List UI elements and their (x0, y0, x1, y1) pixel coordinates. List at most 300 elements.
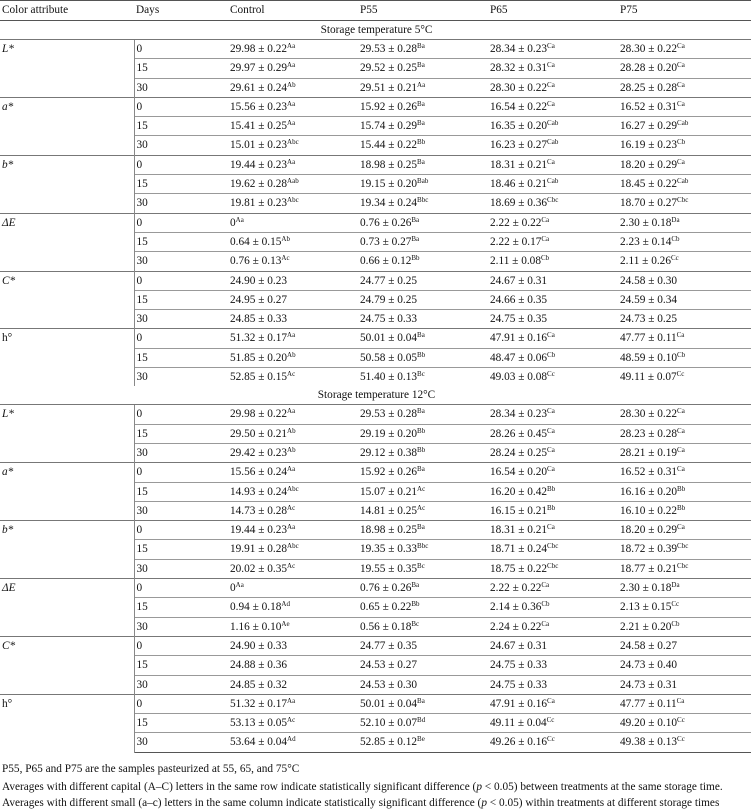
value-cell (228, 501, 358, 520)
days-cell: 0 (134, 40, 228, 59)
mean-sd-value: 24.75 ± 0.33 (360, 313, 418, 326)
value-cell (358, 252, 488, 271)
value-cell (618, 310, 751, 329)
value-cell (488, 598, 618, 617)
value-cell (488, 579, 618, 598)
color-attribute-cell: L* (0, 40, 134, 98)
significance-letters: Abc (287, 138, 299, 147)
mean-sd-value: 2.14 ± 0.36 (490, 601, 542, 614)
value-cell (358, 175, 488, 194)
significance-letters: Aa (287, 119, 296, 128)
value-cell (228, 521, 358, 540)
value-cell (358, 117, 488, 136)
color-attribute-cell: a* (0, 463, 134, 521)
value-cell (618, 443, 751, 462)
mean-sd-value: 24.75 ± 0.33 (490, 659, 548, 672)
significance-letters: Ab (287, 445, 296, 454)
header-days: Days (134, 1, 228, 21)
value-cell (618, 714, 751, 733)
mean-sd-value: 28.26 ± 0.45 (490, 427, 548, 440)
header-p55: P55 (358, 1, 488, 21)
footnote-statistics: Averages with different capital (A–C) letters in the same row indicate statistically significant difference (p < 0.05) between treatments at the same storage time. Averages with different small (a–c) letters in the same column indicate statistically significant difference (p < 0.05) within treatments at different storage times (2, 780, 723, 809)
mean-sd-value: 24.67 ± 0.31 (490, 639, 548, 652)
value-cell (488, 252, 618, 271)
value-cell (228, 40, 358, 59)
significance-letters: Cc (671, 600, 680, 609)
significance-letters: Ca (547, 445, 555, 454)
value-cell (618, 348, 751, 367)
color-attribute-cell: h° (0, 694, 134, 752)
mean-sd-value: 49.26 ± 0.16 (490, 736, 548, 749)
value-cell (358, 714, 488, 733)
significance-letters: Bd (417, 716, 426, 725)
mean-sd-value: 0.66 ± 0.12 (360, 255, 412, 268)
value-cell (358, 368, 488, 387)
value-cell (618, 271, 751, 290)
mean-sd-value: 0.73 ± 0.27 (360, 235, 412, 248)
table-row (0, 521, 751, 540)
value-cell (228, 559, 358, 578)
value-cell (488, 136, 618, 155)
value-cell (358, 482, 488, 501)
header-p65: P65 (488, 1, 618, 21)
days-cell: 30 (134, 733, 228, 752)
significance-letters: Ba (417, 157, 425, 166)
value-cell (488, 368, 618, 387)
value-cell (228, 252, 358, 271)
value-cell (488, 694, 618, 713)
mean-sd-value: 15.56 ± 0.23 (230, 100, 288, 113)
value-cell (228, 348, 358, 367)
significance-letters: Ca (677, 42, 685, 50)
mean-sd-value: 18.98 ± 0.25 (360, 158, 418, 171)
value-cell (228, 175, 358, 194)
significance-letters: Aa (235, 215, 244, 224)
value-cell (488, 733, 618, 752)
significance-letters: Ca (677, 80, 685, 89)
significance-letters: Cc (546, 716, 555, 725)
mean-sd-value: 16.54 ± 0.20 (490, 466, 548, 479)
days-cell: 15 (134, 482, 228, 501)
significance-letters: Ba (417, 42, 425, 50)
mean-sd-value: 19.35 ± 0.33 (360, 543, 418, 556)
days-cell: 15 (134, 540, 228, 559)
mean-sd-value: 15.92 ± 0.26 (360, 100, 418, 113)
significance-letters: Bb (417, 445, 426, 454)
significance-letters: Cc (547, 370, 555, 379)
significance-letters: Cab (547, 177, 559, 186)
mean-sd-value: 29.42 ± 0.23 (230, 446, 288, 459)
value-cell (488, 329, 618, 348)
mean-sd-value: 18.31 ± 0.21 (490, 524, 548, 537)
table-row (0, 213, 751, 232)
mean-sd-value: 24.77 ± 0.25 (360, 274, 418, 287)
significance-letters: Cbc (677, 196, 689, 205)
mean-sd-value: 18.46 ± 0.21 (490, 178, 548, 191)
section-title: Storage temperature 12°C (0, 386, 751, 405)
mean-sd-value: 19.44 ± 0.23 (230, 524, 288, 537)
value-cell (228, 617, 358, 636)
mean-sd-value: 48.59 ± 0.10 (620, 351, 678, 364)
value-cell (358, 232, 488, 251)
mean-sd-value: 2.22 ± 0.22 (490, 216, 542, 229)
significance-letters: Abc (287, 196, 299, 205)
color-attribute-cell: a* (0, 97, 134, 155)
value-cell (228, 443, 358, 462)
significance-letters: Ac (287, 503, 296, 512)
significance-letters: Ab (281, 234, 290, 243)
mean-sd-value: 52.10 ± 0.07 (360, 717, 418, 730)
header-p75: P75 (618, 1, 751, 21)
significance-letters: Ca (677, 407, 685, 416)
value-cell (228, 97, 358, 116)
mean-sd-value: 16.10 ± 0.22 (620, 504, 678, 517)
value-cell (358, 424, 488, 443)
value-cell (358, 636, 488, 655)
value-cell (488, 617, 618, 636)
significance-letters: Ba (417, 465, 425, 474)
mean-sd-value: 15.56 ± 0.24 (230, 466, 288, 479)
significance-letters: Bc (417, 370, 425, 379)
mean-sd-value: 29.12 ± 0.38 (360, 446, 418, 459)
significance-letters: Aa (287, 331, 296, 340)
days-cell: 30 (134, 617, 228, 636)
mean-sd-value: 24.53 ± 0.30 (360, 678, 418, 691)
mean-sd-value: 29.61 ± 0.24 (230, 81, 288, 94)
mean-sd-value: 50.01 ± 0.04 (360, 697, 418, 710)
significance-letters: Ac (417, 484, 426, 493)
significance-letters: Ca (676, 696, 685, 705)
significance-letters: Bab (417, 177, 429, 186)
significance-letters: Be (417, 735, 425, 744)
days-cell: 15 (134, 59, 228, 78)
color-attribute-cell: b* (0, 521, 134, 579)
mean-sd-value: 2.30 ± 0.18 (620, 216, 672, 229)
days-cell: 0 (134, 636, 228, 655)
days-cell: 15 (134, 117, 228, 136)
color-attribute-cell: L* (0, 405, 134, 463)
mean-sd-value: 29.53 ± 0.28 (360, 408, 418, 421)
mean-sd-value: 29.19 ± 0.20 (360, 427, 418, 440)
mean-sd-value: 19.15 ± 0.20 (360, 178, 418, 191)
significance-letters: Ca (677, 445, 685, 454)
significance-letters: Ab (287, 350, 296, 359)
value-cell (488, 59, 618, 78)
table-row (0, 271, 751, 290)
value-cell (228, 271, 358, 290)
mean-sd-value: 29.50 ± 0.21 (230, 427, 288, 440)
days-cell: 0 (134, 579, 228, 598)
significance-letters: Ba (417, 99, 425, 108)
table-row (0, 636, 751, 655)
mean-sd-value: 47.77 ± 0.11 (620, 697, 677, 710)
significance-letters: Cc (670, 254, 679, 263)
significance-letters: Bb (411, 600, 420, 609)
value-cell (228, 155, 358, 174)
significance-letters: Ba (411, 215, 420, 224)
value-cell (618, 40, 751, 59)
significance-letters: Ca (547, 465, 555, 474)
value-cell (488, 501, 618, 520)
mean-sd-value: 53.13 ± 0.05 (230, 717, 288, 730)
mean-sd-value: 24.58 ± 0.30 (620, 274, 678, 287)
significance-letters: Bc (417, 561, 425, 570)
mean-sd-value: 2.22 ± 0.17 (490, 235, 542, 248)
mean-sd-value: 51.32 ± 0.17 (230, 332, 288, 345)
value-cell (228, 78, 358, 97)
days-cell: 0 (134, 694, 228, 713)
days-cell: 30 (134, 252, 228, 271)
value-cell (618, 175, 751, 194)
value-cell (228, 694, 358, 713)
value-cell (228, 598, 358, 617)
mean-sd-value: 0.76 ± 0.26 (360, 582, 412, 595)
significance-letters: Ca (547, 99, 555, 108)
mean-sd-value: 48.47 ± 0.06 (490, 351, 548, 364)
value-cell (618, 636, 751, 655)
significance-letters: Ca (677, 523, 685, 532)
mean-sd-value: 24.66 ± 0.35 (490, 293, 548, 306)
days-cell: 15 (134, 232, 228, 251)
days-cell: 15 (134, 424, 228, 443)
value-cell (358, 329, 488, 348)
value-cell (618, 213, 751, 232)
significance-letters: Ca (547, 157, 555, 166)
value-cell (358, 194, 488, 213)
significance-letters: Ba (417, 696, 425, 705)
value-cell (488, 232, 618, 251)
significance-letters: Cbc (677, 561, 689, 570)
significance-letters: Ca (547, 696, 555, 705)
value-cell (618, 501, 751, 520)
significance-letters: Ca (541, 619, 550, 628)
days-cell: 0 (134, 405, 228, 424)
mean-sd-value: 16.52 ± 0.31 (620, 100, 678, 113)
significance-letters: Cb (671, 234, 680, 243)
significance-letters: Ca (541, 215, 550, 224)
mean-sd-value: 0 (230, 582, 236, 595)
value-cell (618, 155, 751, 174)
mean-sd-value: 24.90 ± 0.23 (230, 274, 288, 287)
value-cell (228, 656, 358, 675)
days-cell: 15 (134, 714, 228, 733)
mean-sd-value: 28.34 ± 0.23 (490, 43, 548, 55)
value-cell (228, 405, 358, 424)
mean-sd-value: 19.91 ± 0.28 (230, 543, 288, 556)
significance-letters: Bc (411, 619, 420, 628)
significance-letters: Ca (677, 157, 685, 166)
value-cell (488, 540, 618, 559)
mean-sd-value: 16.15 ± 0.21 (490, 504, 548, 517)
value-cell (228, 136, 358, 155)
significance-letters: Cb (677, 350, 686, 359)
mean-sd-value: 2.13 ± 0.15 (620, 601, 672, 614)
significance-letters: Ac (281, 254, 290, 263)
value-cell (358, 40, 488, 59)
significance-letters: Aa (287, 465, 296, 474)
mean-sd-value: 15.44 ± 0.22 (360, 139, 418, 152)
significance-letters: Ab (287, 426, 296, 435)
mean-sd-value: 18.20 ± 0.29 (620, 158, 678, 171)
mean-sd-value: 24.58 ± 0.27 (620, 639, 678, 652)
mean-sd-value: 49.11 ± 0.04 (490, 717, 547, 730)
value-cell (488, 310, 618, 329)
value-cell (358, 213, 488, 232)
mean-sd-value: 18.72 ± 0.39 (620, 543, 678, 556)
value-cell (358, 656, 488, 675)
significance-letters: Cc (677, 716, 685, 725)
value-cell (488, 175, 618, 194)
value-cell (228, 463, 358, 482)
mean-sd-value: 2.30 ± 0.18 (620, 582, 672, 595)
value-cell (358, 598, 488, 617)
mean-sd-value: 29.98 ± 0.22 (230, 408, 288, 421)
significance-letters: Bb (411, 254, 420, 263)
value-cell (488, 213, 618, 232)
mean-sd-value: 18.70 ± 0.27 (620, 197, 678, 210)
mean-sd-value: 14.93 ± 0.24 (230, 485, 288, 498)
days-cell: 0 (134, 463, 228, 482)
significance-letters: Cb (677, 138, 686, 147)
significance-letters: Ac (287, 561, 296, 570)
days-cell: 30 (134, 559, 228, 578)
significance-letters: Ca (547, 426, 555, 435)
value-cell (618, 136, 751, 155)
significance-letters: Cab (677, 177, 689, 186)
value-cell (228, 579, 358, 598)
significance-letters: Ca (547, 407, 555, 416)
value-cell (618, 232, 751, 251)
value-cell (618, 117, 751, 136)
mean-sd-value: 24.59 ± 0.34 (620, 293, 678, 306)
value-cell (618, 252, 751, 271)
value-cell (618, 675, 751, 694)
value-cell (228, 482, 358, 501)
significance-letters: Ba (411, 581, 420, 590)
significance-letters: Ca (677, 61, 685, 70)
significance-letters: Bb (677, 484, 686, 493)
value-cell (358, 559, 488, 578)
mean-sd-value: 0.56 ± 0.18 (360, 620, 412, 633)
significance-letters: Cbc (547, 542, 559, 551)
days-cell: 30 (134, 78, 228, 97)
days-cell: 30 (134, 310, 228, 329)
mean-sd-value: 24.73 ± 0.40 (620, 659, 678, 672)
value-cell (488, 463, 618, 482)
mean-sd-value: 24.77 ± 0.35 (360, 639, 418, 652)
mean-sd-value: 16.52 ± 0.31 (620, 466, 678, 479)
value-cell (488, 443, 618, 462)
significance-letters: Cb (547, 350, 556, 359)
mean-sd-value: 16.16 ± 0.20 (620, 485, 678, 498)
value-cell (228, 733, 358, 752)
significance-letters: Ca (547, 80, 555, 89)
mean-sd-value: 18.75 ± 0.22 (490, 562, 548, 575)
significance-letters: Ba (417, 119, 425, 128)
mean-sd-value: 24.75 ± 0.33 (490, 678, 548, 691)
mean-sd-value: 2.22 ± 0.22 (490, 582, 542, 595)
value-cell (228, 675, 358, 694)
value-cell (618, 405, 751, 424)
section-row (0, 386, 751, 405)
significance-letters: Bb (547, 503, 556, 512)
mean-sd-value: 28.23 ± 0.28 (620, 427, 678, 440)
mean-sd-value: 49.20 ± 0.10 (620, 717, 678, 730)
mean-sd-value: 15.92 ± 0.26 (360, 466, 418, 479)
section-title: Storage temperature 5°C (0, 21, 751, 40)
footnote-samples: P55, P65 and P75 are the samples pasteurized at 55, 65, and 75°C (2, 762, 300, 775)
significance-letters: Aa (287, 523, 296, 532)
value-cell (488, 97, 618, 116)
significance-letters: Ba (417, 331, 425, 340)
mean-sd-value: 28.21 ± 0.19 (620, 446, 678, 459)
significance-letters: Abc (287, 484, 299, 493)
value-cell (618, 59, 751, 78)
days-cell: 0 (134, 271, 228, 290)
significance-letters: Cbc (677, 542, 689, 551)
value-cell (488, 559, 618, 578)
significance-letters: Cc (677, 735, 685, 744)
value-cell (618, 424, 751, 443)
value-cell (618, 78, 751, 97)
significance-letters: Ca (547, 61, 555, 70)
mean-sd-value: 29.53 ± 0.28 (360, 43, 418, 55)
mean-sd-value: 47.91 ± 0.16 (490, 332, 548, 345)
mean-sd-value: 0.76 ± 0.26 (360, 216, 412, 229)
mean-sd-value: 29.98 ± 0.22 (230, 43, 288, 55)
significance-letters: Bbc (417, 196, 429, 205)
value-cell (228, 540, 358, 559)
value-cell (358, 521, 488, 540)
value-cell (488, 521, 618, 540)
significance-letters: Aa (235, 581, 244, 590)
significance-letters: Aa (287, 696, 296, 705)
significance-letters: Cbc (547, 561, 559, 570)
days-cell: 15 (134, 598, 228, 617)
mean-sd-value: 16.23 ± 0.27 (490, 139, 548, 152)
mean-sd-value: 53.64 ± 0.04 (230, 736, 288, 749)
mean-sd-value: 16.54 ± 0.22 (490, 100, 548, 113)
value-cell (488, 290, 618, 309)
value-cell (358, 136, 488, 155)
value-cell (618, 482, 751, 501)
significance-letters: Da (671, 581, 680, 590)
mean-sd-value: 28.34 ± 0.23 (490, 408, 548, 421)
mean-sd-value: 2.11 ± 0.08 (490, 255, 541, 268)
significance-letters: Ab (287, 80, 296, 89)
significance-letters: Ad (287, 735, 296, 744)
value-cell (228, 290, 358, 309)
value-cell (488, 271, 618, 290)
significance-letters: Ca (541, 234, 550, 243)
mean-sd-value: 28.25 ± 0.28 (620, 81, 678, 94)
significance-letters: Aa (287, 42, 296, 50)
significance-letters: Bb (547, 484, 556, 493)
significance-letters: Da (671, 215, 680, 224)
table-row (0, 97, 751, 116)
mean-sd-value: 18.71 ± 0.24 (490, 543, 548, 556)
mean-sd-value: 28.30 ± 0.22 (490, 81, 548, 94)
significance-letters: Ae (281, 619, 290, 628)
days-cell: 30 (134, 368, 228, 387)
value-cell (618, 559, 751, 578)
mean-sd-value: 16.35 ± 0.20 (490, 120, 548, 133)
significance-letters: Ba (417, 523, 425, 532)
significance-letters: Bb (417, 138, 426, 147)
value-cell (358, 579, 488, 598)
mean-sd-value: 51.40 ± 0.13 (360, 371, 418, 384)
days-cell: 30 (134, 501, 228, 520)
